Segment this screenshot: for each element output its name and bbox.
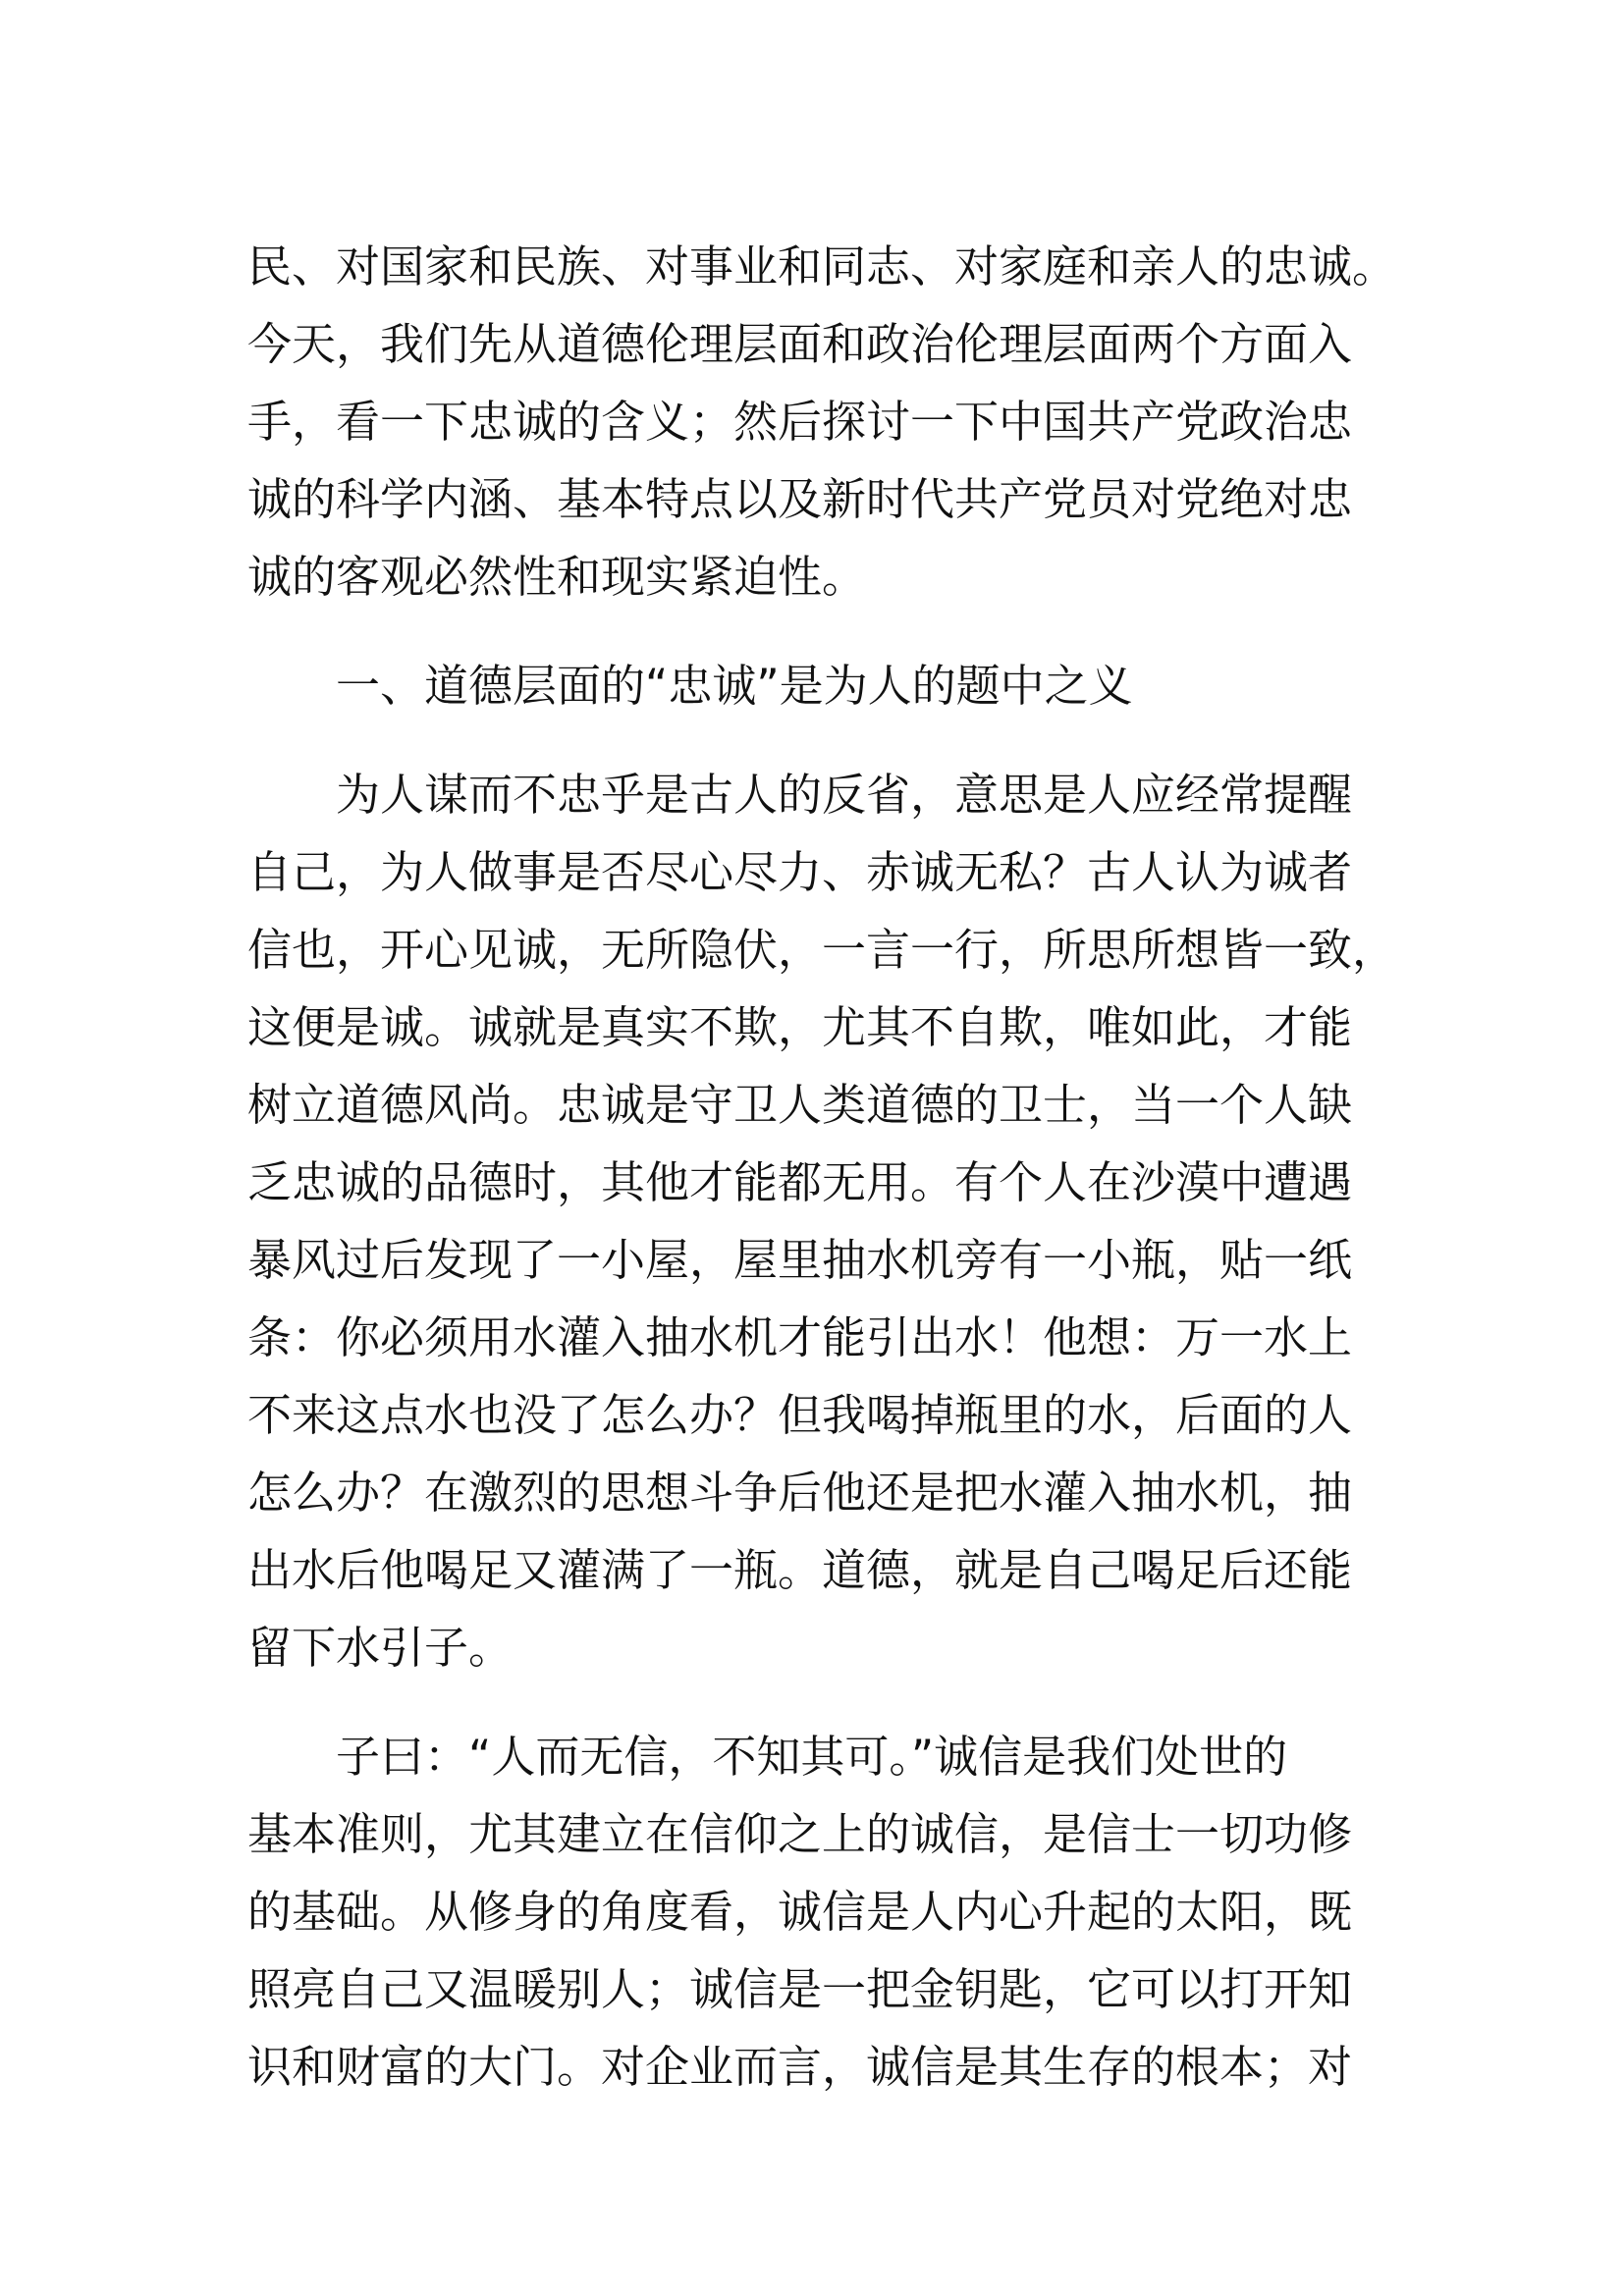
text-line: 出水后他喝足又灌满了一瓶。道德，就是自己喝足后还能 xyxy=(247,1544,1353,1596)
text-line: 今天，我们先从道德伦理层面和政治伦理层面两个方面入 xyxy=(247,318,1353,370)
text-line: 暴风过后发现了一小屋，屋里抽水机旁有一小瓶，贴一纸 xyxy=(247,1234,1353,1286)
text-line: 树立道德风尚。忠诚是守卫人类道德的卫士，当一个人缺 xyxy=(247,1079,1353,1131)
text-line: 不来这点水也没了怎么办？但我喝掉瓶里的水，后面的人 xyxy=(247,1389,1353,1441)
section-heading xyxy=(247,647,1357,724)
text-line: 信也，开心见诚，无所隐伏，一言一行，所思所想皆一致， xyxy=(247,924,1397,976)
document-body xyxy=(247,228,1397,2106)
text-line: 手，看一下忠诚的含义；然后探讨一下中国共产党政治忠 xyxy=(247,396,1353,448)
text-line: 的基础。从修身的角度看，诚信是人内心升起的太阳，既 xyxy=(247,1886,1353,1938)
text-line: 乏忠诚的品德时，其他才能都无用。有个人在沙漠中遭遇 xyxy=(247,1156,1353,1208)
text-line: 自己，为人做事是否尽心尽力、赤诚无私？古人认为诚者 xyxy=(247,846,1353,898)
text-line: 民、对国家和民族、对事业和同志、对家庭和亲人的忠诚。 xyxy=(247,240,1397,293)
paragraph-gap xyxy=(247,724,1357,756)
paragraph-gap xyxy=(247,1686,1357,1718)
text-line: 为人谋而不忠乎是古人的反省，意思是人应经常提醒 xyxy=(336,769,1353,821)
text-line: 诚的科学内涵、基本特点以及新时代共产党员对党绝对忠 xyxy=(247,473,1353,525)
text-line: 照亮自己又温暖别人；诚信是一把金钥匙，它可以打开知 xyxy=(247,1963,1353,2015)
text-line: 识和财富的大门。对企业而言，诚信是其生存的根本；对 xyxy=(247,2041,1353,2093)
text-line: 基本准则，尤其建立在信仰之上的诚信，是信士一切功修 xyxy=(247,1808,1353,1860)
paragraph-integrity xyxy=(247,1718,1357,2106)
text-line: 诚的客观必然性和现实紧迫性。 xyxy=(247,551,867,603)
paragraph-gap xyxy=(247,615,1357,647)
paragraph-loyalty xyxy=(247,756,1397,1686)
heading-text: 一、道德层面的“忠诚”是为人的题中之义 xyxy=(336,660,1133,712)
text-line: 子曰：“人而无信，不知其可。”诚信是我们处世的 xyxy=(336,1731,1288,1783)
text-line: 条：你必须用水灌入抽水机才能引出水！他想：万一水上 xyxy=(247,1311,1353,1363)
paragraph-intro xyxy=(247,228,1397,615)
text-line: 怎么办？在激烈的思想斗争后他还是把水灌入抽水机，抽 xyxy=(247,1467,1353,1519)
text-line: 这便是诚。诚就是真实不欺，尤其不自欺，唯如此，才能 xyxy=(247,1001,1353,1053)
text-line: 留下水引子。 xyxy=(247,1622,514,1674)
